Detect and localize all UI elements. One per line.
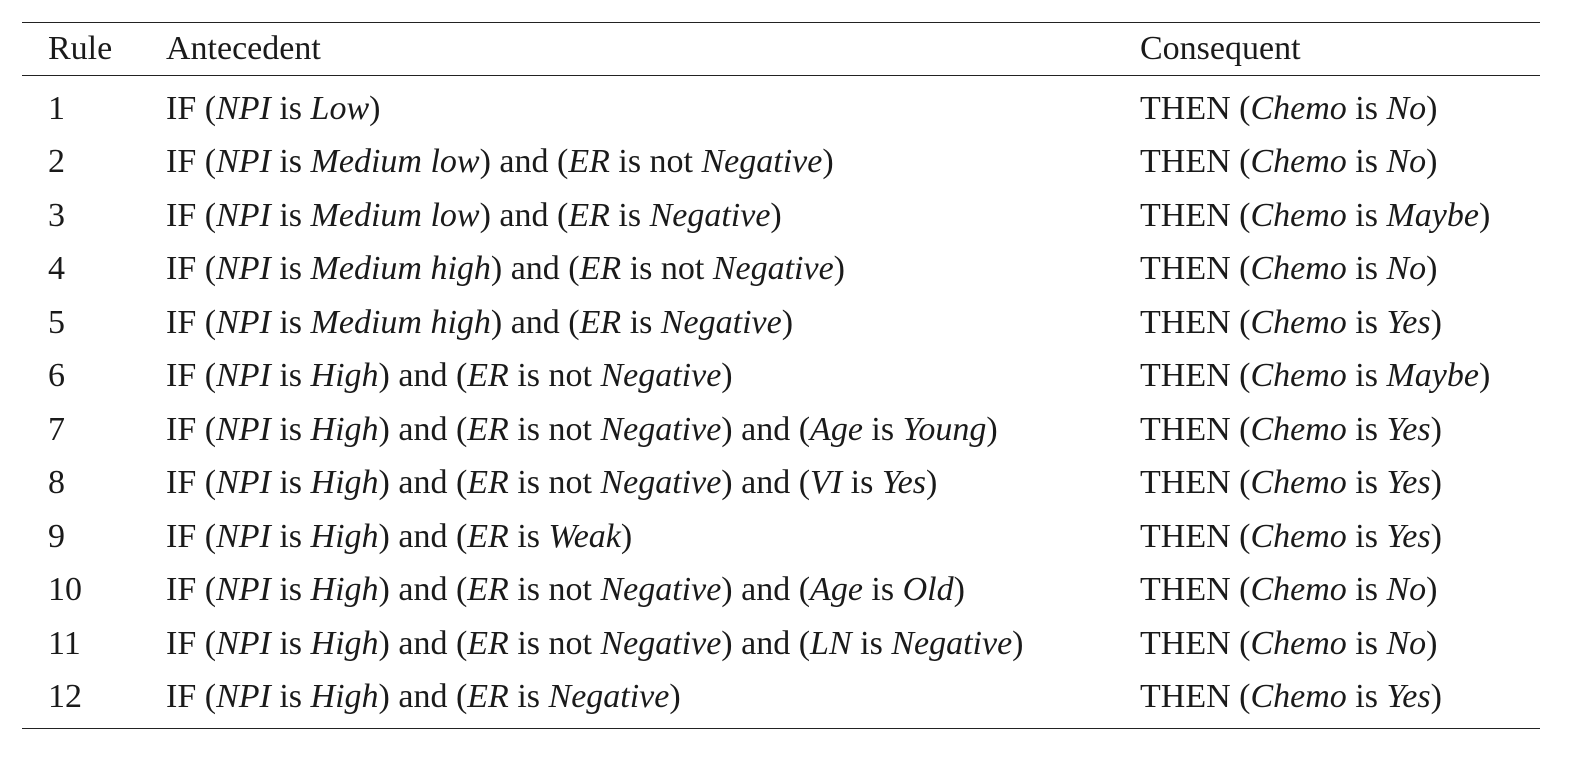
consequent-segment: THEN (: [1140, 517, 1251, 555]
consequent-segment: ): [1430, 410, 1442, 448]
consequent-segment: is: [1346, 250, 1387, 288]
consequent-segment: Yes: [1386, 464, 1431, 502]
consequent-segment: Yes: [1386, 678, 1431, 716]
rule-number: 1: [48, 89, 65, 127]
antecedent-segment: ER: [467, 624, 509, 662]
antecedent-segment: NPI: [216, 464, 271, 502]
antecedent-segment: ): [833, 250, 845, 288]
consequent-segment: THEN (: [1140, 464, 1251, 502]
antecedent-segment: Young: [902, 410, 987, 448]
rule-number: 6: [48, 357, 65, 395]
antecedent-segment: ) and (: [378, 624, 468, 662]
consequent-segment: No: [1386, 143, 1427, 181]
antecedent-segment: NPI: [216, 303, 271, 341]
consequent-segment: is: [1346, 464, 1387, 502]
antecedent-segment: ER: [467, 410, 509, 448]
consequent-segment: Maybe: [1386, 196, 1479, 234]
antecedent-segment: ER: [579, 303, 622, 341]
antecedent-segment: ER: [467, 678, 509, 716]
antecedent-segment: is: [508, 678, 549, 716]
consequent-segment: ): [1430, 678, 1442, 716]
antecedent-segment: is not: [508, 571, 601, 609]
antecedent-segment: ): [781, 303, 794, 341]
antecedent-segment: Negative: [712, 250, 834, 288]
consequent-segment: Maybe: [1386, 357, 1479, 395]
consequent-cell: [1140, 250, 1540, 288]
consequent-segment: Chemo: [1250, 303, 1347, 341]
antecedent-segment: is not: [609, 143, 702, 181]
table-row: [22, 296, 1540, 350]
rule-number: 2: [48, 143, 65, 181]
antecedent-segment: Negative: [600, 410, 722, 448]
antecedent-segment: is not: [508, 410, 601, 448]
rule-number: 3: [48, 196, 65, 234]
consequent-segment: is: [1346, 410, 1387, 448]
antecedent-segment: is: [270, 89, 311, 127]
consequent-segment: Chemo: [1250, 678, 1347, 716]
antecedent-segment: NPI: [216, 410, 271, 448]
antecedent-segment: Negative: [701, 143, 823, 181]
antecedent-segment: ) and (: [721, 571, 811, 609]
rule-number: 10: [48, 571, 82, 609]
header-consequent: Consequent: [1140, 30, 1301, 67]
antecedent-segment: Low: [310, 89, 370, 127]
antecedent-segment: is not: [508, 464, 601, 502]
rule-number: 9: [48, 517, 65, 555]
consequent-cell: [1140, 143, 1540, 181]
antecedent-segment: IF (: [166, 571, 217, 609]
consequent-segment: is: [1346, 357, 1387, 395]
antecedent-segment: IF (: [166, 624, 217, 662]
antecedent-segment: LN: [810, 624, 852, 662]
antecedent-segment: High: [310, 357, 379, 395]
antecedent-segment: VI: [810, 464, 843, 502]
antecedent-segment: High: [310, 571, 379, 609]
antecedent-segment: Yes: [881, 464, 926, 502]
table-row: [22, 564, 1540, 618]
table-header-row: [22, 23, 1540, 76]
consequent-segment: Chemo: [1250, 571, 1347, 609]
consequent-segment: THEN (: [1140, 303, 1251, 341]
table-row: [22, 403, 1540, 457]
consequent-segment: is: [1346, 624, 1387, 662]
antecedent-segment: ER: [467, 357, 509, 395]
antecedent-segment: ) and (: [490, 250, 580, 288]
consequent-segment: No: [1386, 89, 1427, 127]
antecedent-segment: is: [862, 571, 903, 609]
antecedent-segment: Negative: [649, 196, 771, 234]
antecedent-segment: ) and (: [378, 571, 468, 609]
consequent-segment: Chemo: [1250, 196, 1347, 234]
antecedent-segment: IF (: [166, 357, 217, 395]
consequent-segment: is: [1346, 678, 1387, 716]
consequent-segment: Chemo: [1250, 464, 1347, 502]
table-row: [22, 457, 1540, 511]
table-row: [22, 136, 1540, 190]
antecedent-segment: NPI: [216, 89, 271, 127]
antecedent-segment: Medium low: [310, 196, 480, 234]
consequent-segment: ): [1426, 250, 1438, 288]
header-rule: Rule: [48, 30, 113, 67]
antecedent-segment: ) and (: [378, 517, 468, 555]
antecedent-segment: ) and (: [378, 357, 468, 395]
antecedent-segment: is: [270, 571, 311, 609]
consequent-segment: THEN (: [1140, 143, 1251, 181]
antecedent-segment: ) and (: [721, 624, 811, 662]
antecedent-segment: Medium low: [310, 143, 480, 181]
antecedent-segment: NPI: [216, 571, 271, 609]
consequent-segment: THEN (: [1140, 89, 1251, 127]
antecedent-segment: ) and (: [378, 464, 468, 502]
antecedent-segment: ER: [467, 517, 509, 555]
consequent-segment: Chemo: [1250, 517, 1347, 555]
antecedent-segment: ) and (: [721, 464, 811, 502]
antecedent-segment: High: [310, 624, 379, 662]
consequent-segment: THEN (: [1140, 624, 1251, 662]
antecedent-segment: is: [270, 464, 311, 502]
antecedent-segment: NPI: [216, 143, 271, 181]
antecedent-segment: IF (: [166, 464, 217, 502]
consequent-segment: No: [1386, 624, 1427, 662]
antecedent-segment: Negative: [660, 303, 782, 341]
consequent-segment: Chemo: [1250, 143, 1347, 181]
antecedent-segment: Medium high: [310, 303, 491, 341]
antecedent-segment: is: [508, 517, 549, 555]
rule-number: 8: [48, 464, 65, 502]
antecedent-segment: ): [925, 464, 938, 502]
rule-number: 11: [48, 624, 81, 662]
antecedent-segment: Negative: [891, 624, 1013, 662]
consequent-cell: [1140, 90, 1540, 128]
consequent-segment: is: [1346, 303, 1387, 341]
consequent-segment: Chemo: [1250, 89, 1347, 127]
consequent-segment: is: [1346, 571, 1387, 609]
antecedent-segment: is: [609, 196, 650, 234]
antecedent-segment: High: [310, 517, 379, 555]
consequent-cell: [1140, 518, 1540, 556]
consequent-segment: Chemo: [1250, 624, 1347, 662]
antecedent-cell: [166, 518, 1140, 556]
antecedent-segment: IF (: [166, 89, 217, 127]
antecedent-segment: IF (: [166, 196, 217, 234]
table-row: [22, 350, 1540, 404]
antecedent-segment: is: [270, 357, 311, 395]
antecedent-segment: High: [310, 678, 379, 716]
rule-number: 7: [48, 410, 65, 448]
antecedent-segment: ): [669, 678, 681, 716]
antecedent-cell: [166, 90, 1140, 128]
antecedent-segment: is: [842, 464, 882, 502]
antecedent-segment: Weak: [548, 517, 621, 555]
antecedent-cell: [166, 357, 1140, 395]
antecedent-segment: ) and (: [378, 678, 468, 716]
antecedent-cell: [166, 304, 1140, 342]
consequent-segment: Chemo: [1250, 410, 1347, 448]
consequent-segment: Yes: [1386, 517, 1431, 555]
antecedent-segment: ): [822, 143, 834, 181]
antecedent-segment: ) and (: [721, 410, 811, 448]
antecedent-segment: Medium high: [310, 250, 491, 288]
antecedent-segment: is: [621, 303, 661, 341]
consequent-segment: is: [1346, 89, 1387, 127]
fuzzy-rule-table: [22, 22, 1540, 729]
antecedent-segment: ) and (: [479, 143, 569, 181]
antecedent-segment: Negative: [600, 357, 722, 395]
antecedent-segment: NPI: [216, 678, 271, 716]
antecedent-segment: IF (: [166, 250, 217, 288]
antecedent-segment: NPI: [216, 357, 271, 395]
rule-number: 5: [48, 303, 65, 341]
antecedent-segment: is: [270, 196, 311, 234]
table-row: [22, 243, 1540, 297]
antecedent-segment: NPI: [216, 250, 271, 288]
antecedent-segment: ER: [568, 196, 610, 234]
antecedent-segment: High: [310, 464, 379, 502]
consequent-cell: [1140, 197, 1540, 235]
antecedent-segment: Negative: [600, 571, 722, 609]
antecedent-segment: NPI: [216, 196, 271, 234]
consequent-segment: Chemo: [1250, 357, 1347, 395]
antecedent-segment: is: [270, 517, 311, 555]
antecedent-segment: ): [721, 357, 733, 395]
antecedent-segment: ): [770, 196, 782, 234]
consequent-cell: [1140, 625, 1540, 663]
consequent-segment: ): [1426, 89, 1438, 127]
antecedent-cell: [166, 250, 1140, 288]
antecedent-cell: [166, 197, 1140, 235]
consequent-segment: is: [1346, 517, 1387, 555]
antecedent-segment: Negative: [600, 464, 722, 502]
consequent-segment: ): [1426, 143, 1438, 181]
consequent-segment: ): [1430, 464, 1442, 502]
antecedent-segment: is: [862, 410, 903, 448]
consequent-segment: THEN (: [1140, 410, 1251, 448]
antecedent-segment: IF (: [166, 303, 217, 341]
table-row: [22, 82, 1540, 136]
antecedent-cell: [166, 411, 1140, 449]
antecedent-segment: is: [270, 410, 311, 448]
antecedent-segment: IF (: [166, 678, 217, 716]
rule-number: 4: [48, 250, 65, 288]
consequent-segment: THEN (: [1140, 357, 1251, 395]
consequent-segment: THEN (: [1140, 250, 1251, 288]
consequent-segment: is: [1346, 196, 1387, 234]
table-body: [22, 76, 1540, 728]
table-row: [22, 671, 1540, 725]
antecedent-cell: [166, 464, 1140, 502]
antecedent-segment: is not: [508, 624, 601, 662]
consequent-segment: ): [1430, 303, 1442, 341]
consequent-segment: Yes: [1386, 303, 1431, 341]
antecedent-segment: ): [986, 410, 998, 448]
consequent-segment: Chemo: [1250, 250, 1347, 288]
antecedent-segment: NPI: [216, 517, 271, 555]
antecedent-segment: is: [270, 303, 311, 341]
consequent-segment: THEN (: [1140, 571, 1251, 609]
antecedent-segment: ): [620, 517, 633, 555]
consequent-segment: No: [1386, 571, 1427, 609]
antecedent-segment: is: [270, 678, 311, 716]
consequent-segment: THEN (: [1140, 678, 1251, 716]
consequent-cell: [1140, 411, 1540, 449]
table-row: [22, 617, 1540, 671]
consequent-segment: is: [1346, 143, 1387, 181]
antecedent-segment: ) and (: [479, 196, 569, 234]
antecedent-segment: is not: [508, 357, 601, 395]
consequent-segment: ): [1430, 517, 1442, 555]
table-row: [22, 189, 1540, 243]
header-antecedent: Antecedent: [166, 30, 321, 67]
consequent-segment: ): [1479, 357, 1491, 395]
antecedent-segment: is: [270, 250, 311, 288]
antecedent-cell: [166, 625, 1140, 663]
antecedent-segment: ): [953, 571, 965, 609]
antecedent-segment: Negative: [548, 678, 670, 716]
antecedent-segment: ER: [579, 250, 622, 288]
antecedent-segment: ): [369, 89, 381, 127]
antecedent-segment: Age: [810, 410, 863, 448]
consequent-segment: ): [1426, 571, 1438, 609]
consequent-cell: [1140, 678, 1540, 716]
rule-number: 12: [48, 678, 82, 716]
antecedent-segment: is: [270, 143, 311, 181]
antecedent-segment: ER: [467, 464, 509, 502]
consequent-cell: [1140, 304, 1540, 342]
antecedent-segment: is: [270, 624, 311, 662]
antecedent-segment: High: [310, 410, 379, 448]
antecedent-segment: IF (: [166, 517, 217, 555]
consequent-cell: [1140, 464, 1540, 502]
consequent-cell: [1140, 571, 1540, 609]
antecedent-segment: is: [851, 624, 892, 662]
antecedent-segment: NPI: [216, 624, 271, 662]
consequent-segment: THEN (: [1140, 196, 1251, 234]
antecedent-segment: is not: [621, 250, 713, 288]
antecedent-segment: Old: [902, 571, 954, 609]
antecedent-cell: [166, 678, 1140, 716]
antecedent-segment: ) and (: [490, 303, 580, 341]
consequent-segment: ): [1426, 624, 1438, 662]
antecedent-cell: [166, 571, 1140, 609]
consequent-cell: [1140, 357, 1540, 395]
table-row: [22, 510, 1540, 564]
antecedent-segment: IF (: [166, 410, 217, 448]
antecedent-segment: ) and (: [378, 410, 468, 448]
antecedent-segment: Negative: [600, 624, 722, 662]
antecedent-segment: IF (: [166, 143, 217, 181]
antecedent-cell: [166, 143, 1140, 181]
antecedent-segment: ER: [568, 143, 610, 181]
antecedent-segment: ): [1012, 624, 1024, 662]
consequent-segment: Yes: [1386, 410, 1431, 448]
antecedent-segment: Age: [810, 571, 863, 609]
consequent-segment: No: [1386, 250, 1427, 288]
consequent-segment: ): [1479, 196, 1491, 234]
antecedent-segment: ER: [467, 571, 509, 609]
